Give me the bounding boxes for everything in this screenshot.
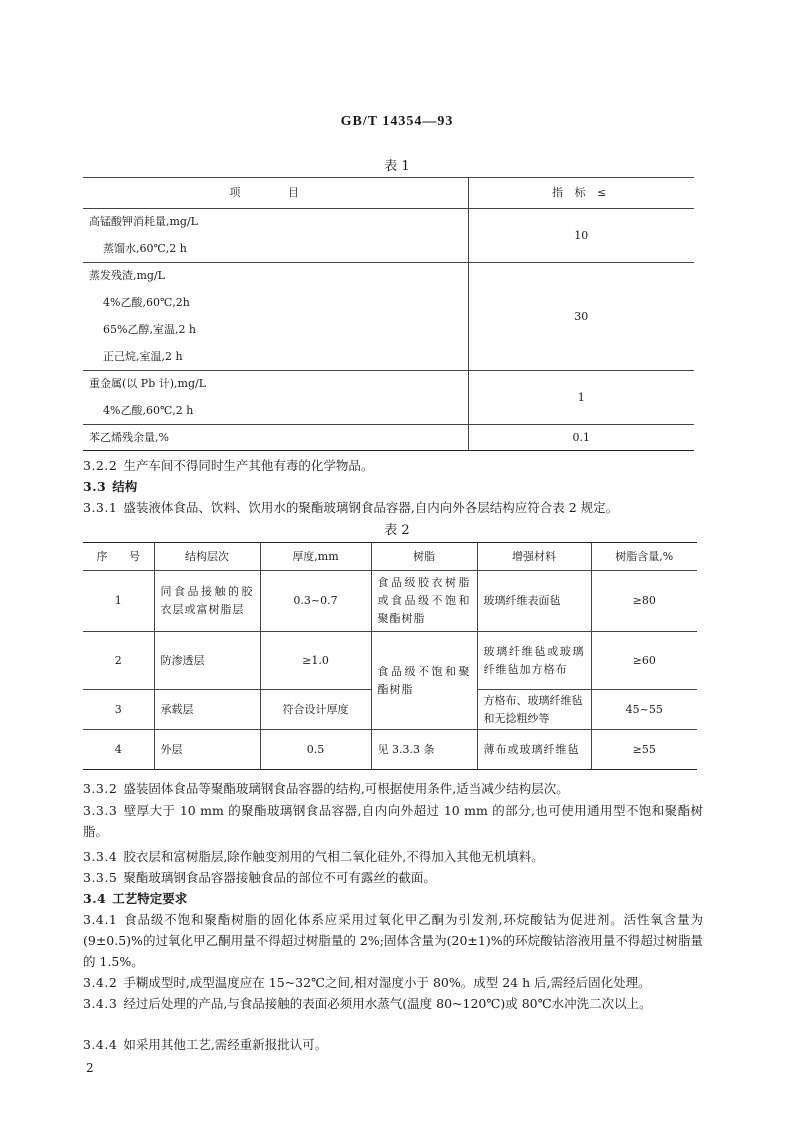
table2-no: 1 — [83, 571, 154, 632]
section-heading-3-4: 3.4 工艺特定要求 — [83, 891, 188, 906]
table1-item: 苯乙烯残余量,% — [83, 425, 468, 451]
table2-content: ≥80 — [591, 571, 697, 632]
paragraph-3-4-1: 3.4.1 食品级不饱和聚酯树脂的固化体系应采用过氧化甲乙酮为引发剂,环烷酸钴为促进剂。活性氧含量为(9±0.5)%的过氧化甲乙酮用量不得超过树脂量的 2%;固体含量为(20±1)%的环烷酸钴溶液用量不得超过树脂量的 1.5%。 — [83, 912, 703, 969]
table-row — [83, 371, 694, 398]
table-2 — [83, 542, 697, 770]
table-1 — [83, 177, 694, 451]
page-number: 2 — [86, 1061, 94, 1075]
table2-reinforcement: 方格布、玻璃纤维毡和无捻粗纱等 — [477, 690, 591, 730]
table2-thickness: 符合设计厚度 — [260, 690, 371, 730]
table1-item: 蒸馏水,60℃,2 h — [103, 241, 187, 255]
paragraph-3-3-5: 3.3.5 聚酯玻璃钢食品容器接触食品的部位不可有露丝的截面。 — [83, 870, 436, 885]
table1-header-row — [83, 178, 694, 209]
table1-value: 30 — [468, 263, 694, 371]
table1-item: 高锰酸钾消耗量,mg/L — [83, 209, 468, 236]
table2-header-reinforcement: 增强材料 — [477, 543, 591, 571]
table2-layer: 防渗透层 — [154, 632, 260, 690]
paragraph-3-4-3: 3.4.3 经过后处理的产品,与食品接触的表面必须用水蒸气(温度 80~120℃)或 80℃水冲洗二次以上。 — [83, 996, 652, 1011]
table-row — [83, 730, 697, 770]
table2-content: ≥60 — [591, 632, 697, 690]
table2-reinforcement: 薄布或玻璃纤维毡 — [477, 730, 591, 770]
paragraph-3-3-1: 3.3.1 盛装液体食品、饮料、饮用水的聚酯玻璃钢食品容器,自内向外各层结构应符合表 2 规定。 — [83, 500, 619, 515]
paragraph-3-3-4: 3.3.4 胶衣层和富树脂层,除作触变剂用的气相二氧化硅外,不得加入其他无机填料。 — [83, 849, 544, 864]
section-heading-3-3: 3.3 结构 — [83, 479, 138, 494]
paragraph-3-4-4: 3.4.4 如采用其他工艺,需经重新报批认可。 — [83, 1037, 328, 1052]
paragraph-3-3-2: 3.3.2 盛装固体食品等聚酯玻璃钢食品容器的结构,可根据使用条件,适当减少结构层次。 — [83, 781, 569, 796]
table-row — [83, 571, 697, 632]
table2-header-no: 序 号 — [83, 543, 154, 571]
table-row — [83, 632, 697, 690]
table2-header-thickness: 厚度,mm — [260, 543, 371, 571]
table2-content: 45~55 — [591, 690, 697, 730]
table1-value: 10 — [468, 209, 694, 263]
table2-no: 3 — [83, 690, 154, 730]
table2-resin: 见 3.3.3 条 — [371, 730, 477, 770]
table1-value: 0.1 — [468, 425, 694, 451]
table2-header-resin: 树脂 — [371, 543, 477, 571]
table1-header-value: 指 标 ≤ — [468, 178, 694, 209]
paragraph-3-3-3: 3.3.3 壁厚大于 10 mm 的聚酯玻璃钢食品容器,自内向外超过 10 mm 的部分,也可使用通用型不饱和聚酯树脂。 — [83, 803, 703, 839]
table2-reinforcement: 玻璃纤维毡或玻璃纤维毡加方格布 — [477, 632, 591, 690]
table2-header-row — [83, 543, 697, 571]
table1-item: 正己烷,室温,2 h — [103, 349, 183, 363]
table2-header-content: 树脂含量,% — [591, 543, 697, 571]
table2-no: 4 — [83, 730, 154, 770]
table1-header-item: 项 目 — [83, 178, 468, 209]
table1-item: 重金属(以 Pb 计),mg/L — [83, 371, 468, 398]
table-row — [83, 263, 694, 290]
table2-header-layer: 结构层次 — [154, 543, 260, 571]
table1-value: 1 — [468, 371, 694, 425]
table2-thickness: 0.5 — [260, 730, 371, 770]
table-row — [83, 425, 694, 451]
table2-layer: 外层 — [154, 730, 260, 770]
table2-layer: 同食品接触的胶衣层或富树脂层 — [154, 571, 260, 632]
table2-resin: 食品级不饱和聚酯树脂 — [371, 632, 477, 730]
table-row — [83, 209, 694, 236]
paragraph-3-2-2: 3.2.2 生产车间不得同时生产其他有毒的化学物品。 — [83, 458, 374, 473]
standard-code-header: GB/T 14354—93 — [340, 114, 454, 129]
table1-item: 4%乙酸,60℃,2h — [103, 296, 190, 309]
table2-no: 2 — [83, 632, 154, 690]
table2-layer: 承载层 — [154, 690, 260, 730]
table1-item: 蒸发残渣,mg/L — [83, 263, 468, 290]
table2-thickness: ≥1.0 — [260, 632, 371, 690]
table2-resin: 食品级胶衣树脂或食品级不饱和聚酯树脂 — [371, 571, 477, 632]
table2-thickness: 0.3~0.7 — [260, 571, 371, 632]
table2-content: ≥55 — [591, 730, 697, 770]
table1-caption: 表 1 — [384, 159, 410, 174]
table2-caption: 表 2 — [384, 523, 410, 538]
table1-item: 4%乙酸,60℃,2 h — [103, 403, 194, 417]
table2-reinforcement: 玻璃纤维表面毡 — [477, 571, 591, 632]
table1-item: 65%乙醇,室温,2 h — [103, 323, 197, 336]
paragraph-3-4-2: 3.4.2 手糊成型时,成型温度应在 15~32℃之间,相对湿度小于 80%。成型 24 h 后,需经后固化处理。 — [83, 975, 651, 990]
